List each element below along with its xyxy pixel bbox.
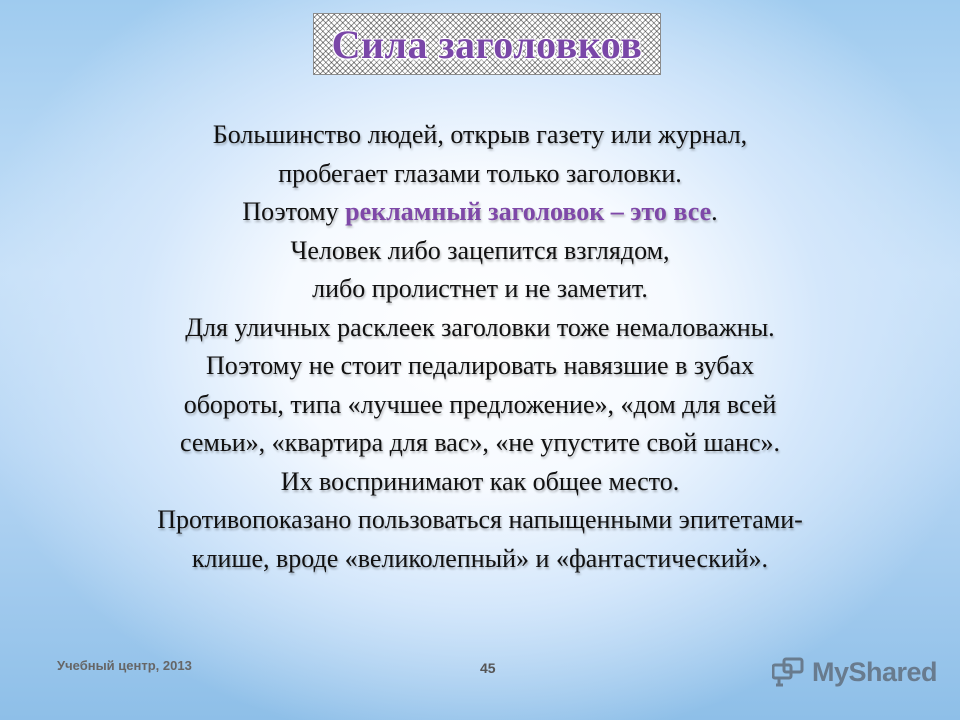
body-line-7: Поэтому не стоит педалировать навязшие в зубах <box>205 351 755 380</box>
watermark-text: MyShared <box>812 656 938 687</box>
body-line-1: Большинство людей, открыв газету или журнал, <box>212 120 748 149</box>
body-line-3 <box>60 193 900 232</box>
body-line-8: обороты, типа «лучшее предложение», «дом для всей <box>183 389 777 419</box>
body-line-10: Их воспринимают как общее место. <box>280 466 680 496</box>
body-line-5: либо пролистнет и не заметит. <box>312 274 648 303</box>
body-line-6: Для уличных расклеек заголовки тоже немаловажны. <box>185 312 775 342</box>
body-line-2: пробегает глазами только заголовки. <box>278 158 682 188</box>
myshared-logo-icon <box>772 656 806 688</box>
watermark <box>772 654 937 690</box>
body-line-12: клише, вроде «великолепный» и «фантастический». <box>191 543 769 573</box>
slide-body <box>60 116 900 578</box>
page-number: 45 <box>480 660 496 676</box>
title-banner <box>313 13 661 75</box>
body-line-11: Противопоказано пользоваться напыщенными эпитетами- <box>157 505 803 534</box>
slide-title: Сила заголовков <box>331 21 643 67</box>
body-line-3-end: . <box>711 197 718 226</box>
highlighted-phrase: рекламный заголовок – это все <box>345 197 712 226</box>
body-line-3-start: Поэтому <box>242 197 346 226</box>
body-line-9: семьи», «квартира для вас», «не упустите свой шанс». <box>179 428 781 457</box>
footer-organization: Учебный центр, 2013 <box>57 658 192 673</box>
body-line-4: Человек либо зацепится взглядом, <box>290 235 670 265</box>
